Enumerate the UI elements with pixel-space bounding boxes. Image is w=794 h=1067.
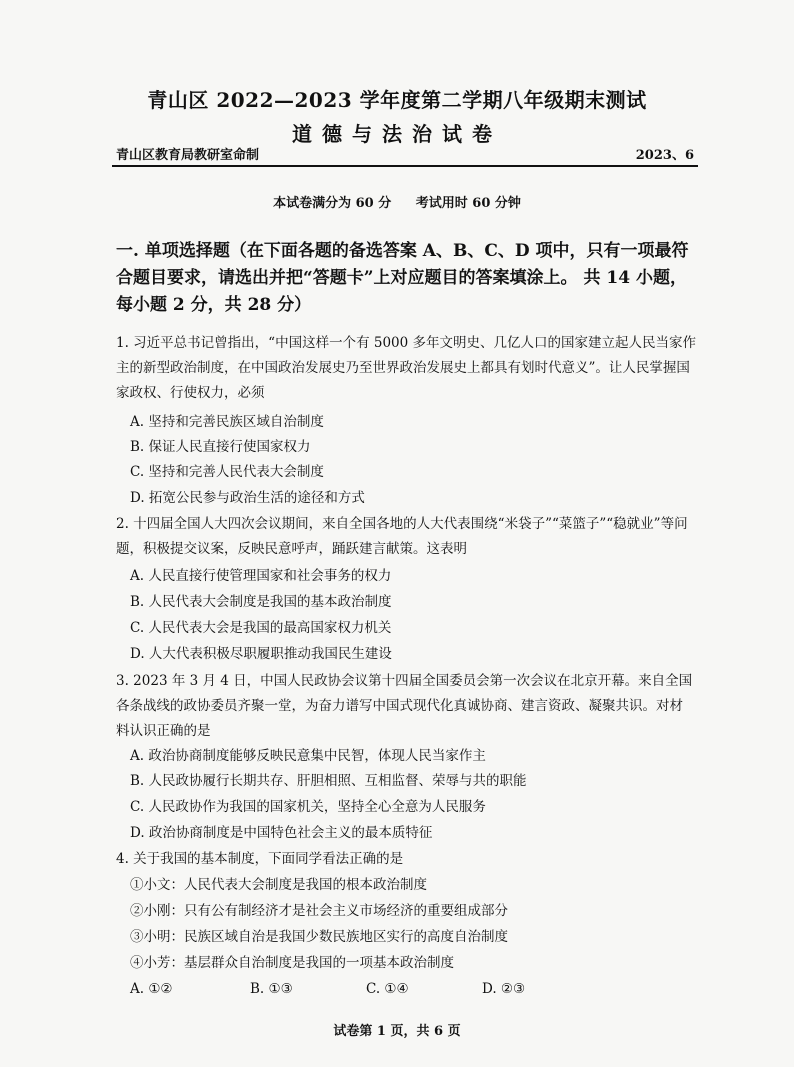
question-4-stem: 4. 关于我国的基本制度，下面同学看法正确的是 bbox=[116, 851, 404, 867]
question-4-statement-4: ④小芳：基层群众自治制度是我国的一项基本政治制度 bbox=[130, 955, 454, 971]
page-footer: 试卷第 1 页，共 6 页 bbox=[333, 1024, 461, 1039]
question-2-stem: 2. 十四届全国人大四次会议期间，来自全国各地的人大代表围绕“米袋子”“菜篮子”“稳就业”等问题，积极提交议案，反映民意呼声，踊跃建言献策。这表明 bbox=[116, 516, 688, 557]
issuer-label: 青山区教育局教研室命制 bbox=[116, 148, 260, 163]
score-info: 本试卷满分为 60 分 bbox=[273, 196, 392, 211]
question-3-stem: 3. 2023 年 3 月 4 日，中国人民政协会议第十四届全国委员会第一次会议在北京开幕。来自全国各条战线的政协委员齐聚一堂，为奋力谱写中国式现代化真诚协商、建言资政、凝聚共识。对材料认识正确的是 bbox=[116, 673, 693, 739]
question-3-option-b: B. 人民政协履行长期共存、肝胆相照、互相监督、荣辱与共的职能 bbox=[130, 773, 527, 789]
question-1-option-c: C. 坚持和完善人民代表大会制度 bbox=[130, 464, 324, 480]
question-4-option-b: B. ①③ bbox=[250, 981, 293, 997]
question-1-option-a: A. 坚持和完善民族区域自治制度 bbox=[130, 414, 324, 430]
question-2-option-b: B. 人民代表大会制度是我国的基本政治制度 bbox=[130, 594, 392, 610]
question-2-option-c: C. 人民代表大会是我国的最高国家权力机关 bbox=[130, 620, 392, 636]
time-info: 考试用时 60 分钟 bbox=[415, 196, 521, 211]
exam-subtitle: 道德与法治试卷 bbox=[292, 122, 502, 146]
question-1-option-b: B. 保证人民直接行使国家权力 bbox=[130, 439, 311, 455]
question-1-stem: 1. 习近平总书记曾指出，“中国这样一个有 5000 多年文明史、几亿人口的国家建立起人民当家作主的新型政治制度，在中国政治发展史乃至世界政治发展史上都具有划时代意义”。让人民掌握国家政权、行使权力，必须 bbox=[116, 335, 697, 401]
exam-date: 2023、6 bbox=[635, 148, 694, 163]
question-3-option-c: C. 人民政协作为我国的国家机关，坚持全心全意为人民服务 bbox=[130, 799, 486, 815]
question-3-option-d: D. 政治协商制度是中国特色社会主义的最本质特征 bbox=[130, 825, 433, 841]
question-2-option-a: A. 人民直接行使管理国家和社会事务的权力 bbox=[130, 568, 392, 584]
issuer-row bbox=[112, 143, 698, 167]
exam-info bbox=[0, 192, 794, 211]
question-3-option-a: A. 政治协商制度能够反映民意集中民智，体现人民当家作主 bbox=[130, 748, 486, 764]
question-2-option-d: D. 人大代表积极尽职履职推动我国民生建设 bbox=[130, 646, 392, 662]
exam-title: 青山区 2022—2023 学年度第二学期八年级期末测试 bbox=[147, 88, 647, 112]
question-4-option-d: D. ②③ bbox=[482, 981, 526, 997]
question-4-statement-3: ③小明：民族区域自治是我国少数民族地区实行的高度自治制度 bbox=[130, 929, 508, 945]
question-4-option-c: C. ①④ bbox=[366, 981, 409, 997]
question-4-statement-1: ①小文：人民代表大会制度是我国的根本政治制度 bbox=[130, 877, 427, 893]
question-1-option-d: D. 拓宽公民参与政治生活的途径和方式 bbox=[130, 490, 365, 506]
section-heading: 一. 单项选择题（在下面各题的备选答案 A、B、C、D 项中，只有一项最符合题目要求，请选出并把“答题卡”上对应题目的答案填涂上。 共 14 小题，每小题 2 分，共 28 分） bbox=[116, 241, 689, 315]
question-4-statement-2: ②小刚：只有公有制经济才是社会主义市场经济的重要组成部分 bbox=[130, 903, 508, 919]
question-4-option-a: A. ①② bbox=[130, 981, 173, 997]
